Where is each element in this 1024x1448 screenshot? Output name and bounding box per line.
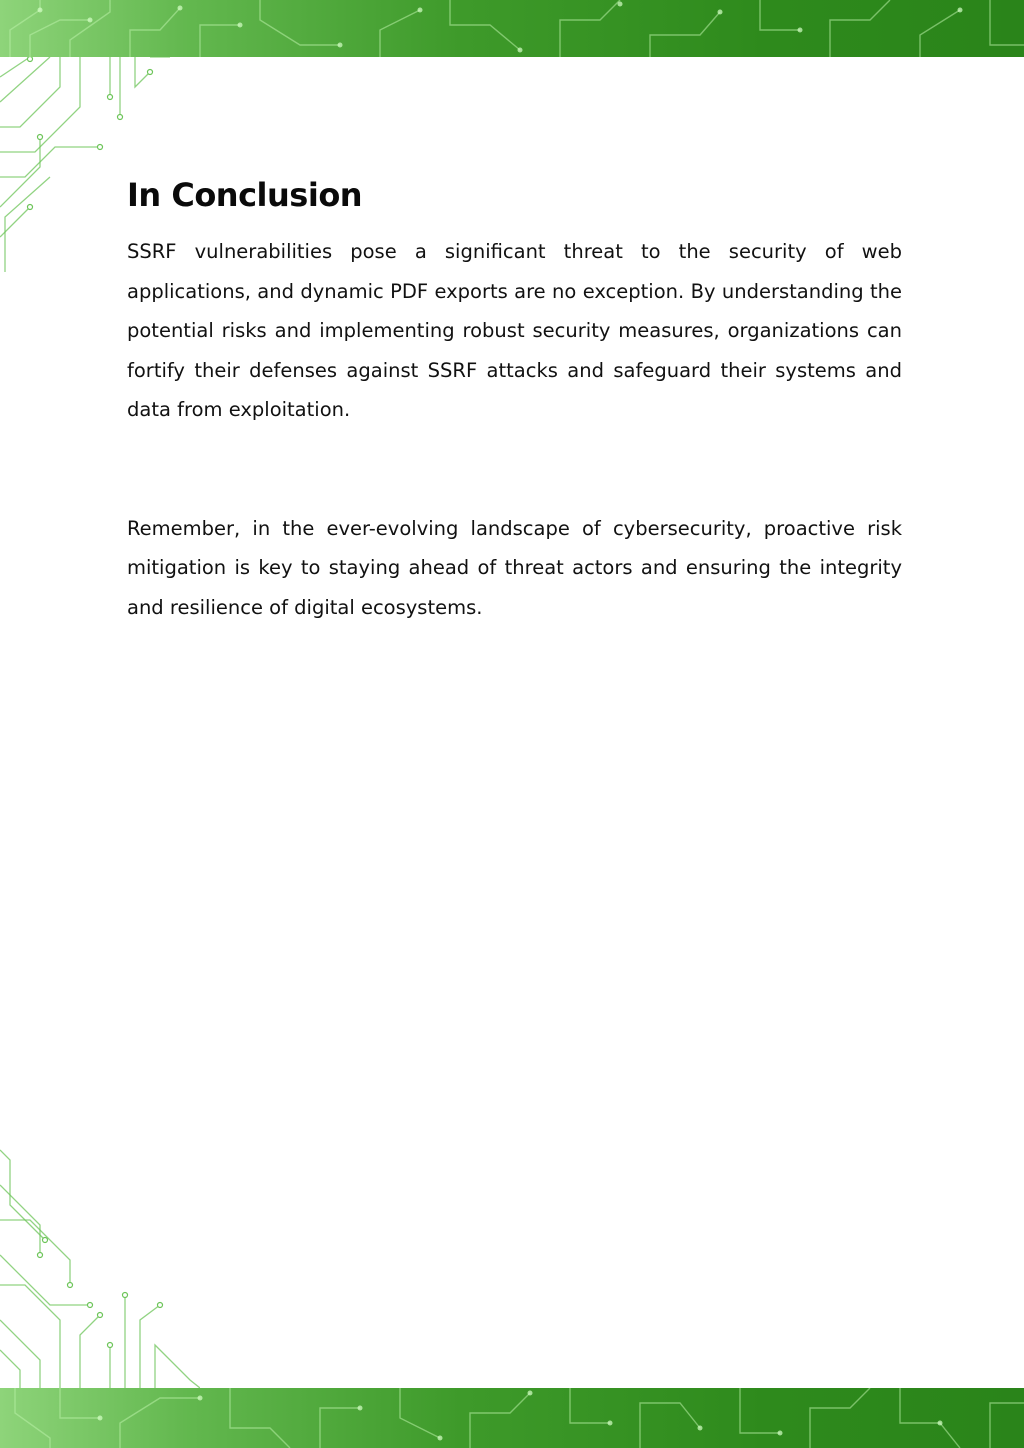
- circuit-traces-icon: [0, 1145, 200, 1388]
- circuit-board-icon: [0, 0, 1024, 57]
- circuit-board-icon: [0, 1388, 1024, 1448]
- bottom-circuit-band: [0, 1388, 1024, 1448]
- bottom-left-circuit-decoration: [0, 1145, 200, 1388]
- top-circuit-band: [0, 0, 1024, 57]
- document-content: [127, 172, 902, 627]
- conclusion-paragraph: SSRF vulnerabilities pose a significant threat to the security of web applications, and dynamic PDF exports are no exception. By understanding the potential risks and implementing robust security measures, organizations can fortify their defenses against SSRF attacks and safeguard their systems and data from exploitation.: [127, 240, 902, 421]
- page-title: In Conclusion: [127, 176, 363, 214]
- closing-paragraph: Remember, in the ever-evolving landscape of cybersecurity, proactive risk mitigation is key to staying ahead of threat actors and ensuring the integrity and resilience of digital ecosystems.: [127, 516, 902, 619]
